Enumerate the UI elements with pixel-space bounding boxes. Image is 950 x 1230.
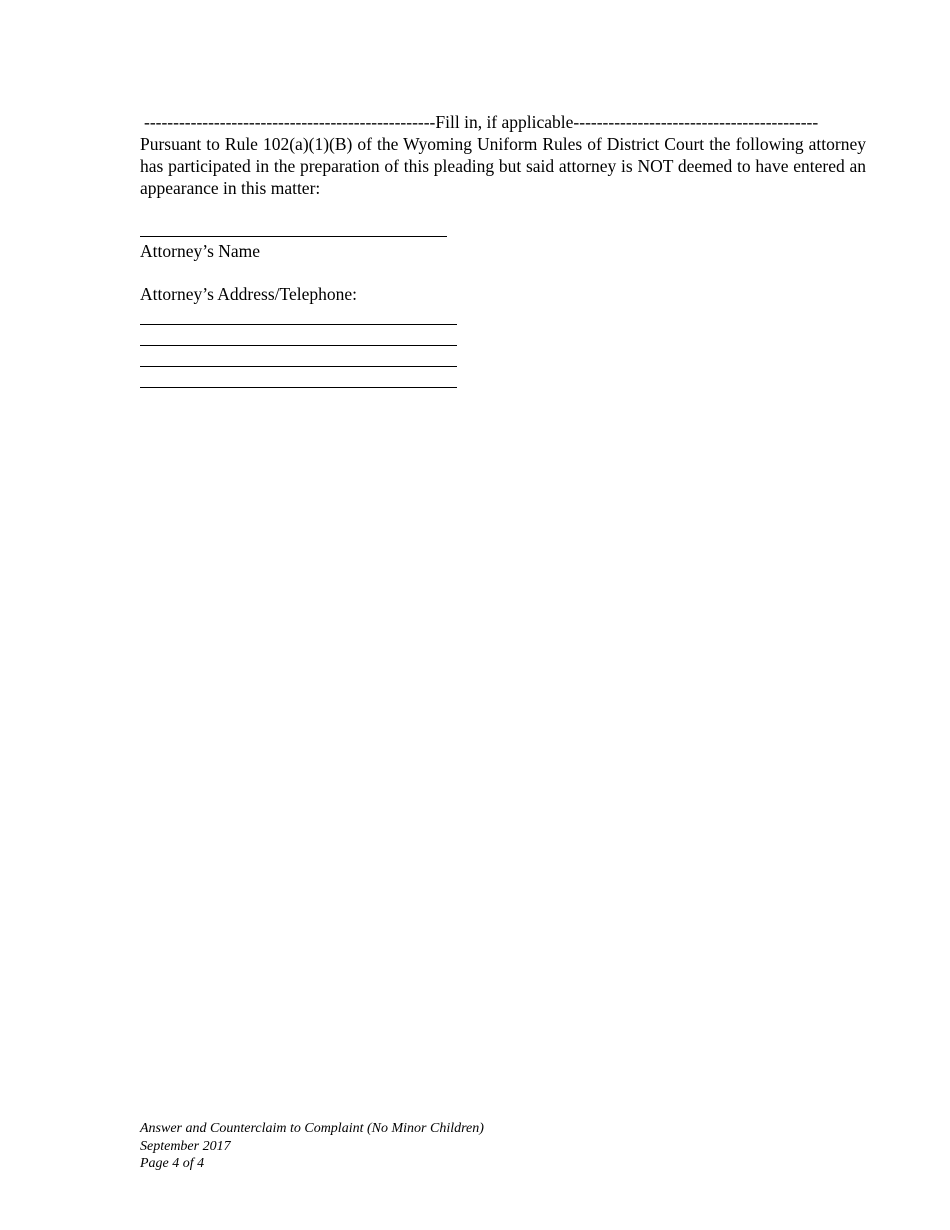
attorney-address-line-1[interactable]	[140, 324, 457, 325]
footer-page-number: Page 4 of 4	[140, 1156, 205, 1171]
page-footer	[140, 1120, 484, 1173]
footer-date: September 2017	[140, 1138, 231, 1154]
fill-in-separator	[144, 112, 866, 133]
attorney-name-line[interactable]	[140, 236, 447, 237]
separator-right-dashes: ------------------------------------------	[573, 112, 819, 132]
attorney-address-line-2[interactable]	[140, 345, 457, 346]
attorney-address-label: Attorney’s Address/Telephone:	[140, 284, 357, 304]
separator-label: Fill in, if applicable	[435, 112, 574, 132]
footer-document-title: Answer and Counterclaim to Complaint (No Minor Children)	[140, 1121, 484, 1136]
rule-102-paragraph: Pursuant to Rule 102(a)(1)(B) of the Wyoming Uniform Rules of District Court the following attorney has participated in the preparation of this pleading but said attorney is NOT deemed to have entered an appearance in this matter:	[140, 134, 866, 198]
attorney-address-line-3[interactable]	[140, 366, 457, 367]
attorney-address-line-4[interactable]	[140, 387, 457, 388]
separator-left-dashes: --------------------------------------------------	[144, 112, 436, 132]
attorney-name-label: Attorney’s Name	[140, 241, 261, 261]
